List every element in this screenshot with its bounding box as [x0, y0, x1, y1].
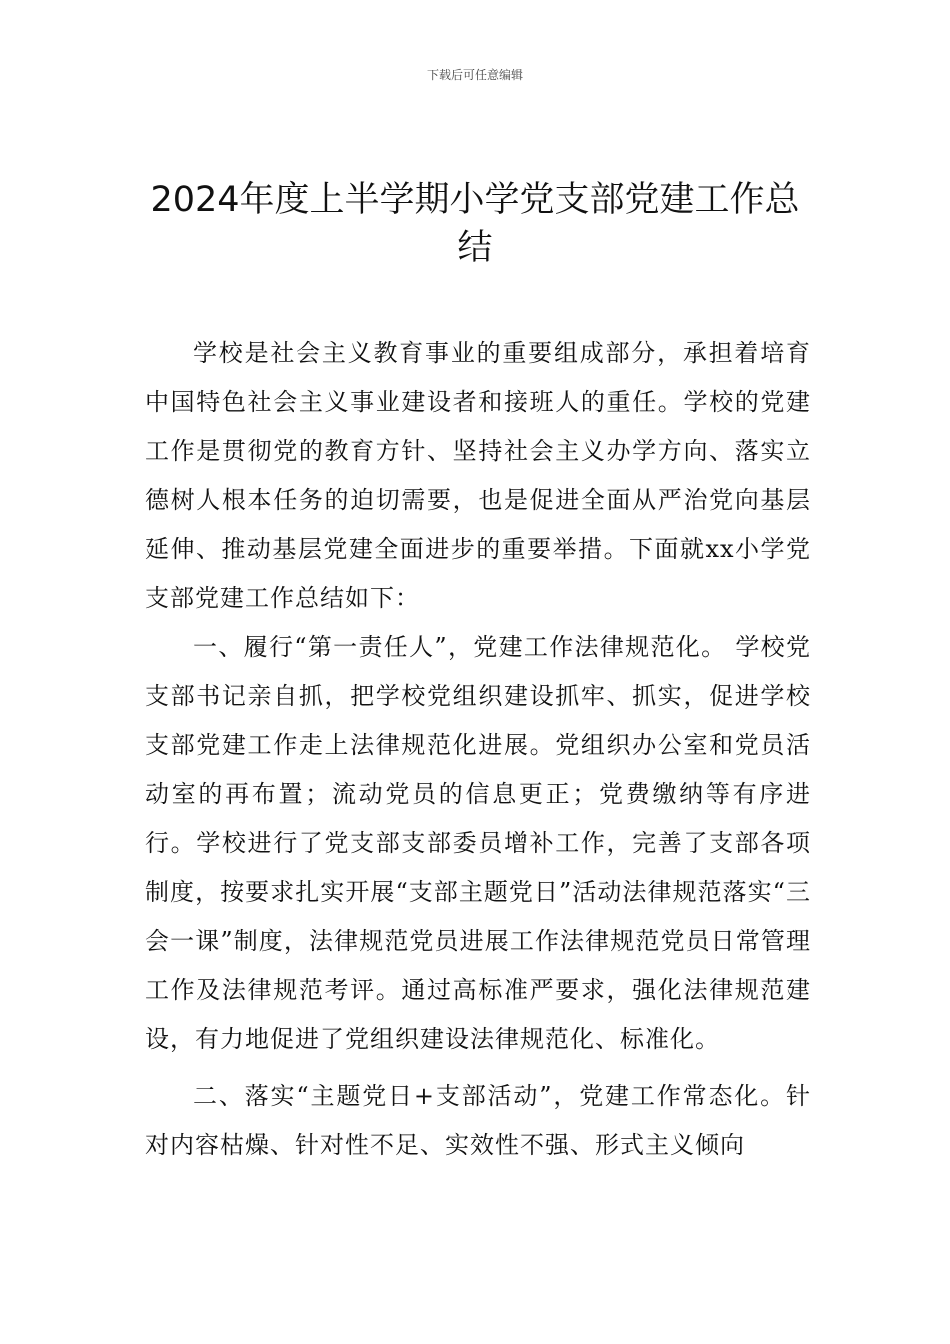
- document-title: 2024年度上半学期小学党支部党建工作总结: [150, 180, 800, 268]
- paragraph-section-one: 一、履行“第一责任人”，党建工作法律规范化。 学校党支部书记亲自抓，把学校党组织建设抓牢、抓实，促进学校支部党建工作走上法律规范化进展。党组织办公室和党员活动室的再布置；流动党员的信息更正；党费缴纳等有序进行。学校进行了党支部支部委员增补工作，完善了支部各项制度，按要求扎实开展“支部主题党日”活动法律规范落实“三会一课”制度，法律规范党员进展工作法律规范党员日常管理工作及法律规范考评。通过高标准严要求，强化法律规范建设，有力地促进了党组织建设法律规范化、标准化。: [145, 633, 811, 1053]
- page-header-note: 下载后可任意编辑: [426, 68, 523, 82]
- document-body: [145, 329, 811, 1170]
- paragraph-section-two: 二、落实“主题党日+支部活动”，党建工作常态化。针对内容枯燥、针对性不足、实效性不强、形式主义倾向: [145, 1082, 811, 1159]
- paragraph-intro: 学校是社会主义教育事业的重要组成部分，承担着培育中国特色社会主义事业建设者和接班人的重任。学校的党建工作是贯彻党的教育方针、坚持社会主义办学方向、落实立德树人根本任务的迫切需要，也是促进全面从严治党向基层延伸、推动基层党建全面进步的重要举措。下面就xx小学党支部党建工作总结如下：: [145, 339, 811, 612]
